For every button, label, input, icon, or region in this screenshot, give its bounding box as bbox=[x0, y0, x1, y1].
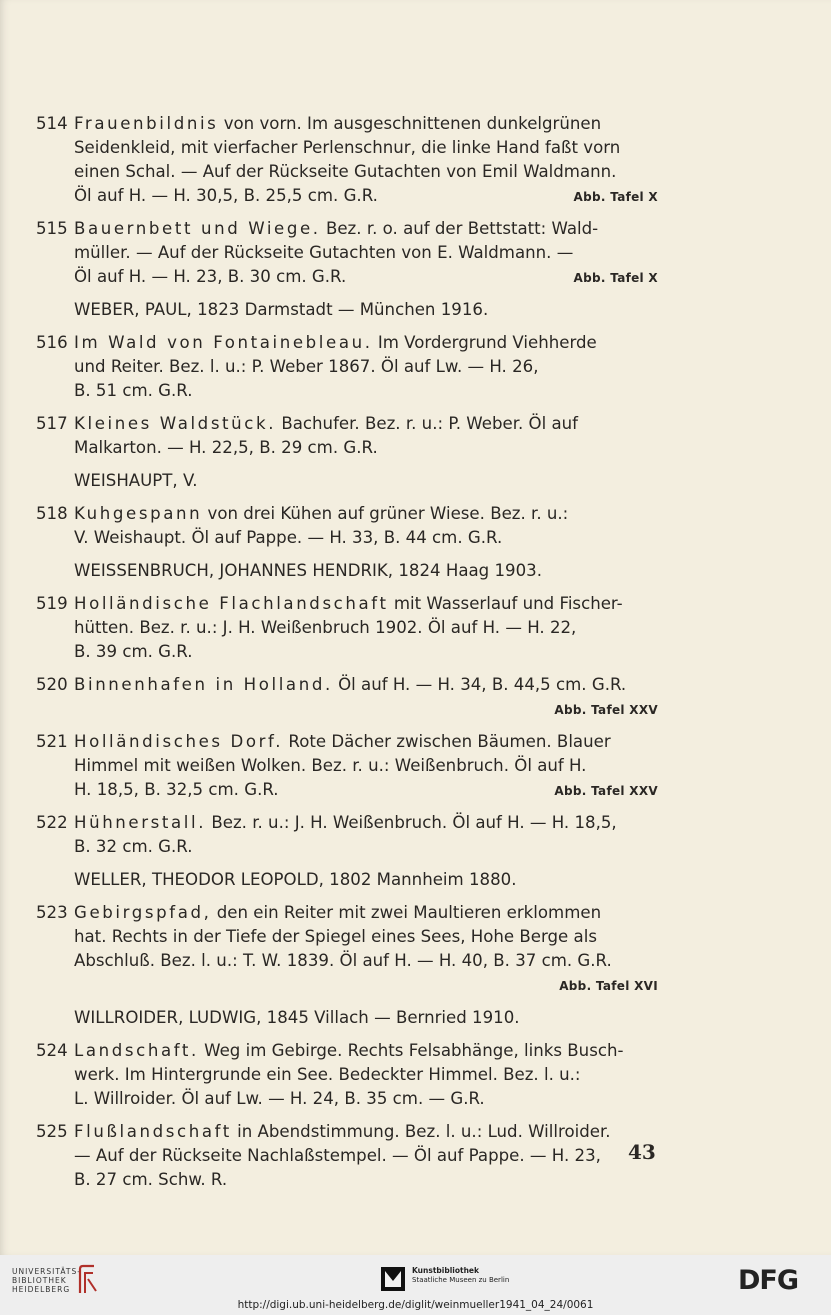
entry-number: 515 bbox=[36, 219, 68, 238]
entry-line bbox=[74, 436, 658, 460]
entry-number: 525 bbox=[36, 1122, 68, 1141]
entry-text: B. 39 cm. G.R. bbox=[74, 642, 193, 661]
catalog-entry bbox=[36, 901, 658, 997]
plate-reference-line bbox=[74, 697, 658, 721]
entry-text: Öl auf H. — H. 23, B. 30 cm. G.R. bbox=[74, 267, 347, 286]
kunstbibliothek-logo-icon bbox=[381, 1267, 405, 1291]
entry-text: Öl auf H. — H. 34, B. 44,5 cm. G.R. bbox=[332, 675, 627, 694]
entry-text: H. 18,5, B. 32,5 cm. G.R. bbox=[74, 780, 279, 799]
entry-text: Seidenkleid, mit vierfacher Perlenschnur, die linke Hand faßt vorn bbox=[74, 138, 621, 157]
entry-text: Rote Dächer zwischen Bäumen. Blauer bbox=[283, 732, 611, 751]
plate-reference: Abb. Tafel X bbox=[573, 271, 658, 285]
entry-line bbox=[74, 835, 658, 859]
entry-text: B. 51 cm. G.R. bbox=[74, 381, 193, 400]
entry-line bbox=[74, 616, 658, 640]
entry-number: 524 bbox=[36, 1041, 68, 1060]
entry-text: B. 27 cm. Schw. R. bbox=[74, 1170, 228, 1189]
catalog-entry bbox=[36, 1120, 658, 1192]
entry-text: hütten. Bez. r. u.: J. H. Weißenbruch 1902. Öl auf H. — H. 22, bbox=[74, 618, 577, 637]
entry-line bbox=[74, 1039, 658, 1063]
entry-line bbox=[74, 1063, 658, 1087]
entry-title: Im Wald von Fontainebleau. bbox=[74, 333, 373, 352]
entry-line bbox=[74, 592, 658, 616]
entry-line bbox=[74, 673, 658, 697]
entry-text: von vorn. Im ausgeschnittenen dunkelgrünen bbox=[218, 114, 602, 133]
catalog-entry bbox=[36, 673, 658, 721]
entry-line bbox=[74, 412, 658, 436]
kb-subtitle: Staatliche Museen zu Berlin bbox=[412, 1276, 510, 1284]
entry-line bbox=[74, 1144, 658, 1168]
entry-line bbox=[74, 136, 658, 160]
entry-line bbox=[74, 160, 658, 184]
entry-text: und Reiter. Bez. l. u.: P. Weber 1867. Öl auf Lw. — H. 26, bbox=[74, 357, 539, 376]
plate-reference: Abb. Tafel XXV bbox=[554, 703, 658, 717]
entry-line bbox=[74, 640, 658, 664]
entry-line bbox=[74, 730, 658, 754]
entry-text: mit Wasserlauf und Fischer- bbox=[388, 594, 623, 613]
entry-line bbox=[74, 754, 658, 778]
entry-text: Bachufer. Bez. r. u.: P. Weber. Öl auf bbox=[276, 414, 579, 433]
entry-line bbox=[74, 778, 658, 802]
entry-line bbox=[74, 526, 658, 550]
catalog-entry bbox=[36, 112, 658, 208]
catalog-entry bbox=[36, 811, 658, 859]
catalog-entry bbox=[36, 412, 658, 460]
entry-line bbox=[74, 331, 658, 355]
entry-text: hat. Rechts in der Tiefe der Spiegel eines Sees, Hohe Berge als bbox=[74, 927, 597, 946]
kunstbibliothek-label bbox=[412, 1266, 509, 1285]
entry-text: Im Vordergrund Viehherde bbox=[372, 333, 597, 352]
entry-line bbox=[74, 379, 658, 403]
footer-bar bbox=[0, 1255, 831, 1315]
entry-line bbox=[74, 901, 658, 925]
entry-line bbox=[74, 925, 658, 949]
plate-reference: Abb. Tafel XXV bbox=[554, 784, 658, 798]
entry-title: Binnenhafen in Holland. bbox=[74, 675, 333, 694]
entry-number: 518 bbox=[36, 504, 68, 523]
entry-title: Holländische Flachlandschaft bbox=[74, 594, 389, 613]
catalog-entry bbox=[36, 592, 658, 664]
entry-text: Weg im Gebirge. Rechts Felsabhänge, links Busch- bbox=[198, 1041, 624, 1060]
plate-reference: Abb. Tafel X bbox=[573, 190, 658, 204]
entry-number: 521 bbox=[36, 732, 68, 751]
entry-title: Hühnerstall. bbox=[74, 813, 207, 832]
entry-line bbox=[74, 241, 658, 265]
entry-text: L. Willroider. Öl auf Lw. — H. 24, B. 35 cm. — G.R. bbox=[74, 1089, 485, 1108]
entry-title: Frauenbildnis bbox=[74, 114, 219, 133]
entry-line bbox=[74, 811, 658, 835]
plate-reference: Abb. Tafel XVI bbox=[559, 979, 658, 993]
entry-text: in Abendstimmung. Bez. l. u.: Lud. Willroider. bbox=[231, 1122, 611, 1141]
entry-text: werk. Im Hintergrunde ein See. Bedeckter Himmel. Bez. l. u.: bbox=[74, 1065, 581, 1084]
entry-line bbox=[74, 1168, 658, 1192]
catalog-entries bbox=[36, 112, 658, 1192]
entry-text: Bez. r. u.: J. H. Weißenbruch. Öl auf H. — H. 18,5, bbox=[206, 813, 617, 832]
entry-line bbox=[74, 217, 658, 241]
university-logo-icon bbox=[74, 1263, 100, 1297]
entry-text: den ein Reiter mit zwei Maultieren erklommen bbox=[211, 903, 602, 922]
page-number: 43 bbox=[628, 1140, 656, 1164]
entry-text: einen Schal. — Auf der Rückseite Gutachten von Emil Waldmann. bbox=[74, 162, 617, 181]
entry-number: 519 bbox=[36, 594, 68, 613]
entry-title: Kuhgespann bbox=[74, 504, 203, 523]
entry-line bbox=[74, 949, 658, 973]
entry-line bbox=[74, 355, 658, 379]
entry-number: 514 bbox=[36, 114, 68, 133]
entry-title: Landschaft. bbox=[74, 1041, 199, 1060]
entry-text: von drei Kühen auf grüner Wiese. Bez. r. u.: bbox=[202, 504, 569, 523]
entry-title: Gebirgspfad, bbox=[74, 903, 212, 922]
artist-heading: WEISHAUPT, V. bbox=[74, 471, 198, 490]
entry-line bbox=[74, 265, 658, 289]
entry-title: Flußlandschaft bbox=[74, 1122, 232, 1141]
entry-line bbox=[74, 1120, 658, 1144]
catalog-entry bbox=[36, 730, 658, 802]
entry-title: Holländisches Dorf. bbox=[74, 732, 284, 751]
dfg-logo: DFG bbox=[738, 1265, 799, 1296]
entry-number: 522 bbox=[36, 813, 68, 832]
entry-text: Bez. r. o. auf der Bettstatt: Wald- bbox=[320, 219, 599, 238]
source-url-link[interactable]: http://digi.ub.uni-heidelberg.de/diglit/weinmueller1941_04_24/0061 bbox=[237, 1299, 594, 1311]
entry-text: — Auf der Rückseite Nachlaßstempel. — Öl auf Pappe. — H. 23, bbox=[74, 1146, 601, 1165]
artist-heading: WEISSENBRUCH, JOHANNES HENDRIK, 1824 Haag 1903. bbox=[74, 561, 542, 580]
artist-heading: WELLER, THEODOR LEOPOLD, 1802 Mannheim 1880. bbox=[74, 870, 517, 889]
entry-line bbox=[74, 1087, 658, 1111]
entry-text: Abschluß. Bez. l. u.: T. W. 1839. Öl auf H. — H. 40, B. 37 cm. G.R. bbox=[74, 951, 612, 970]
catalog-entry bbox=[36, 1039, 658, 1111]
catalog-entry bbox=[36, 502, 658, 550]
catalog-entry bbox=[36, 331, 658, 403]
entry-number: 520 bbox=[36, 675, 68, 694]
entry-title: Kleines Waldstück. bbox=[74, 414, 277, 433]
entry-title: Bauernbett und Wiege. bbox=[74, 219, 321, 238]
kb-title: Kunstbibliothek bbox=[412, 1266, 480, 1275]
entry-text: müller. — Auf der Rückseite Gutachten von E. Waldmann. — bbox=[74, 243, 574, 262]
entry-line bbox=[74, 184, 658, 208]
entry-text: B. 32 cm. G.R. bbox=[74, 837, 193, 856]
entry-number: 517 bbox=[36, 414, 68, 433]
entry-number: 516 bbox=[36, 333, 68, 352]
catalog-entry bbox=[36, 217, 658, 289]
entry-text: Himmel mit weißen Wolken. Bez. r. u.: Weißenbruch. Öl auf H. bbox=[74, 756, 587, 775]
entry-text: Öl auf H. — H. 30,5, B. 25,5 cm. G.R. bbox=[74, 186, 378, 205]
entry-line bbox=[74, 112, 658, 136]
uni-line-3: HEIDELBERG bbox=[12, 1285, 71, 1294]
uni-line-1: UNIVERSITÄTS- bbox=[12, 1267, 81, 1276]
entry-text: V. Weishaupt. Öl auf Pappe. — H. 33, B. 44 cm. G.R. bbox=[74, 528, 503, 547]
entry-number: 523 bbox=[36, 903, 68, 922]
uni-line-2: BIBLIOTHEK bbox=[12, 1276, 67, 1285]
university-library-name bbox=[12, 1267, 81, 1294]
entry-text: Malkarton. — H. 22,5, B. 29 cm. G.R. bbox=[74, 438, 378, 457]
plate-reference-line bbox=[74, 973, 658, 997]
artist-heading: WILLROIDER, LUDWIG, 1845 Villach — Bernried 1910. bbox=[74, 1008, 520, 1027]
entry-line bbox=[74, 502, 658, 526]
artist-heading: WEBER, PAUL, 1823 Darmstadt — München 1916. bbox=[74, 300, 489, 319]
